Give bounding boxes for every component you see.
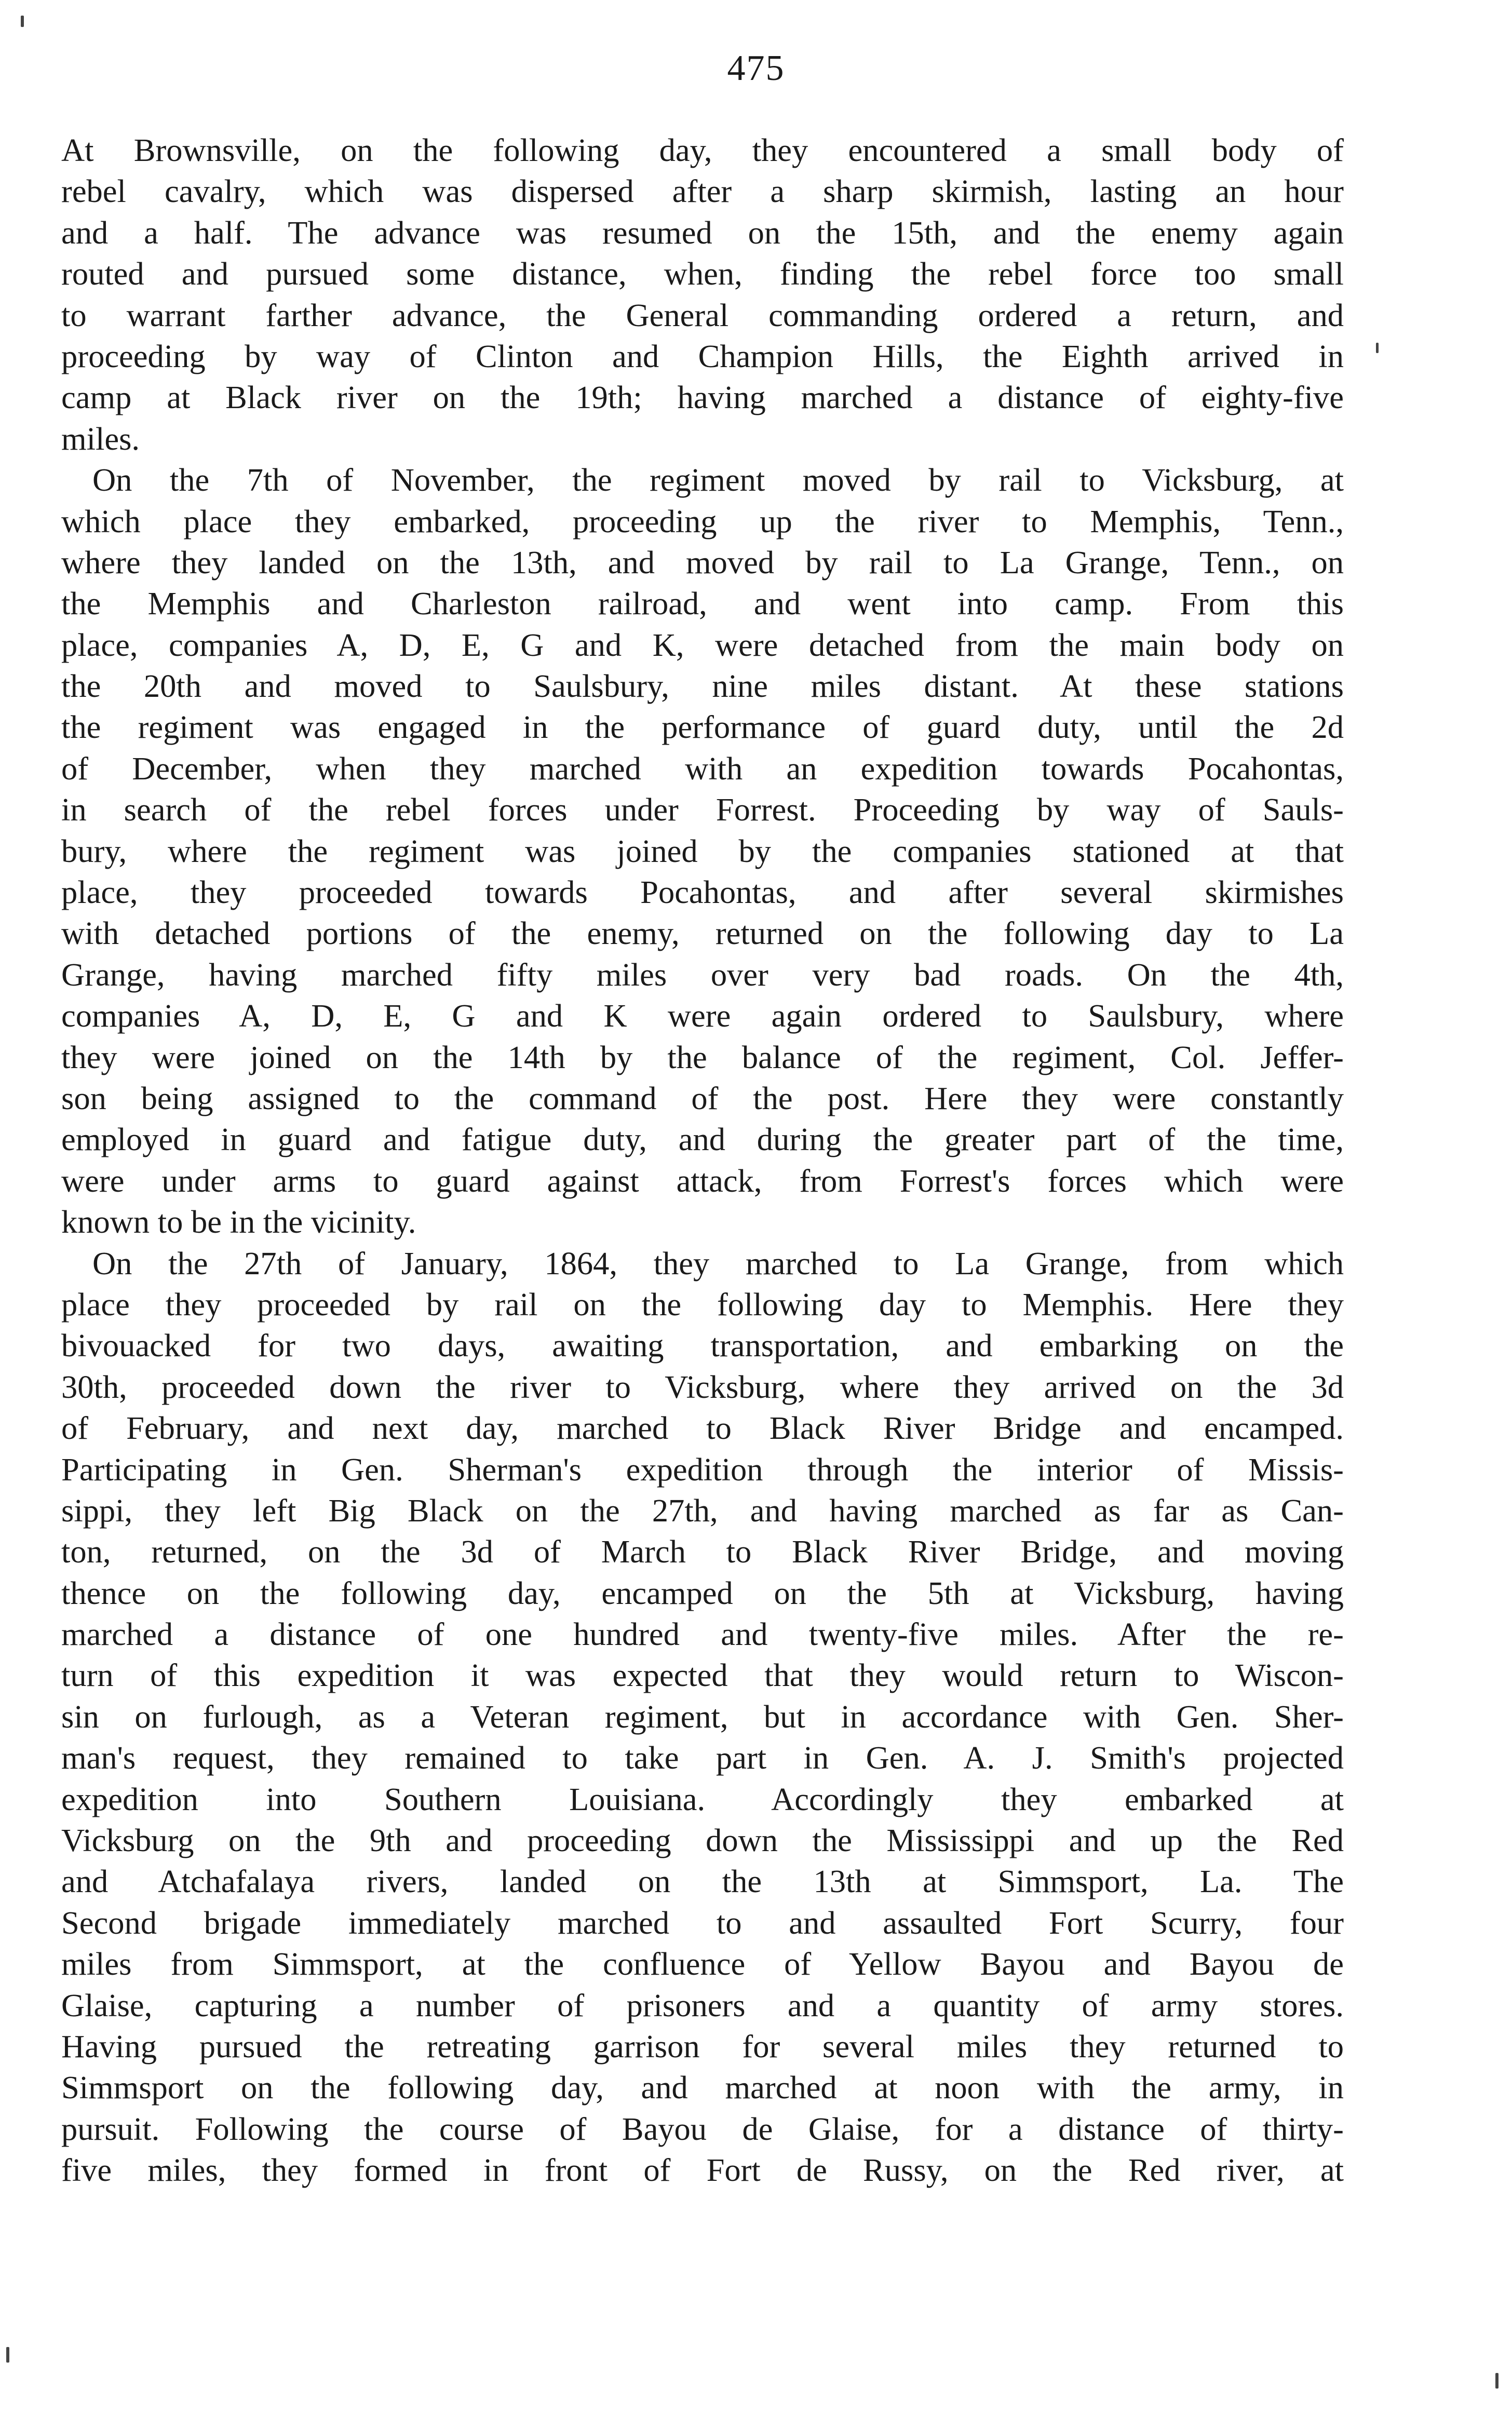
text-line: place, they proceeded towards Pocahontas, and after several skirmishes	[61, 874, 1344, 911]
text-line: pursuit. Following the course of Bayou de Glaise, for a distance of thirty-	[61, 2110, 1344, 2147]
text-line: proceeding by way of Clinton and Champion Hills, the Eighth arrived in	[61, 338, 1344, 374]
text-line: At Brownsville, on the following day, they encountered a small body of	[61, 132, 1344, 168]
text-line: ton, returned, on the 3d of March to Black River Bridge, and moving	[61, 1533, 1344, 1570]
text-line: bury, where the regiment was joined by the companies stationed at that	[61, 832, 1344, 869]
scan-speck	[21, 16, 24, 27]
body-text	[61, 130, 1344, 2191]
text-line: they were joined on the 14th by the balance of the regiment, Col. Jeffer-	[61, 1038, 1344, 1075]
text-line: Vicksburg on the 9th and proceeding down the Mississippi and up the Red	[61, 1822, 1344, 1859]
text-line: and Atchafalaya rivers, landed on the 13th at Simmsport, La. The	[61, 1863, 1344, 1900]
text-line: On the 27th of January, 1864, they marched to La Grange, from which	[92, 1245, 1344, 1282]
text-line: to warrant farther advance, the General commanding ordered a return, and	[61, 296, 1344, 333]
text-line: place, companies A, D, E, G and K, were detached from the main body on	[61, 626, 1344, 663]
text-line: sin on furlough, as a Veteran regiment, but in accordance with Gen. Sher-	[61, 1698, 1344, 1735]
text-line: of December, when they marched with an expedition towards Pocahontas,	[61, 750, 1344, 787]
text-line: five miles, they formed in front of Fort de Russy, on the Red river, at	[61, 2152, 1344, 2189]
text-line: 30th, proceeded down the river to Vicksburg, where they arrived on the 3d	[61, 1368, 1344, 1405]
paragraph	[61, 1243, 1344, 2191]
text-line: Second brigade immediately marched to and assaulted Fort Scurry, four	[61, 1904, 1344, 1941]
text-line: thence on the following day, encamped on the 5th at Vicksburg, having	[61, 1574, 1344, 1611]
text-line: sippi, they left Big Black on the 27th, and having marched as far as Can-	[61, 1492, 1344, 1529]
text-line: of February, and next day, marched to Black River Bridge and encamped.	[61, 1410, 1344, 1447]
text-line: routed and pursued some distance, when, finding the rebel force too small	[61, 255, 1344, 292]
text-line: On the 7th of November, the regiment moved by rail to Vicksburg, at	[92, 462, 1344, 498]
text-line: employed in guard and fatigue duty, and during the greater part of the time,	[61, 1121, 1344, 1158]
text-line: Simmsport on the following day, and marched at noon with the army, in	[61, 2069, 1344, 2106]
text-line: turn of this expedition it was expected that they would return to Wiscon-	[61, 1657, 1344, 1694]
text-line: place they proceeded by rail on the following day to Memphis. Here they	[61, 1286, 1344, 1323]
text-line: were under arms to guard against attack, from Forrest's forces which were	[61, 1162, 1344, 1199]
text-line: where they landed on the 13th, and moved by rail to La Grange, Tenn., on	[61, 544, 1344, 581]
text-line: Having pursued the retreating garrison for several miles they returned to	[61, 2028, 1344, 2065]
text-line: and a half. The advance was resumed on the 15th, and the enemy again	[61, 214, 1344, 251]
text-line: Participating in Gen. Sherman's expedition through the interior of Missis-	[61, 1451, 1344, 1488]
text-line: the 20th and moved to Saulsbury, nine miles distant. At these stations	[61, 668, 1344, 705]
text-line: rebel cavalry, which was dispersed after a sharp skirmish, lasting an hour	[61, 173, 1344, 210]
text-line: miles from Simmsport, at the confluence of Yellow Bayou and Bayou de	[61, 1946, 1344, 1982]
text-line: marched a distance of one hundred and twenty-five miles. After the re-	[61, 1616, 1344, 1653]
text-line: the regiment was engaged in the performance of guard duty, until the 2d	[61, 709, 1344, 746]
scan-speck	[1376, 343, 1379, 353]
text-line: camp at Black river on the 19th; having marched a distance of eighty-five	[61, 379, 1344, 416]
text-line: expedition into Southern Louisiana. Accordingly they embarked at	[61, 1780, 1344, 1817]
page-number: 475	[727, 48, 785, 88]
text-line: known to be in the vicinity.	[61, 1204, 416, 1240]
text-line: which place they embarked, proceeding up the river to Memphis, Tenn.,	[61, 503, 1344, 539]
text-line: Grange, having marched fifty miles over very bad roads. On the 4th,	[61, 956, 1344, 993]
text-line: in search of the rebel forces under Forrest. Proceeding by way of Sauls-	[61, 791, 1344, 828]
text-line: companies A, D, E, G and K were again ordered to Saulsbury, where	[61, 997, 1344, 1034]
text-line: son being assigned to the command of the post. Here they were constantly	[61, 1080, 1344, 1116]
paragraph	[61, 460, 1344, 1243]
text-line: bivouacked for two days, awaiting transportation, and embarking on the	[61, 1327, 1344, 1364]
text-line: miles.	[61, 420, 140, 457]
paragraph	[61, 130, 1344, 460]
text-line: with detached portions of the enemy, returned on the following day to La	[61, 915, 1344, 952]
text-line: Glaise, capturing a number of prisoners and a quantity of army stores.	[61, 1987, 1344, 2024]
scan-speck	[1495, 2373, 1499, 2389]
text-line: man's request, they remained to take part in Gen. A. J. Smith's projected	[61, 1739, 1344, 1776]
text-line: the Memphis and Charleston railroad, and went into camp. From this	[61, 585, 1344, 622]
scan-speck	[6, 2347, 9, 2363]
